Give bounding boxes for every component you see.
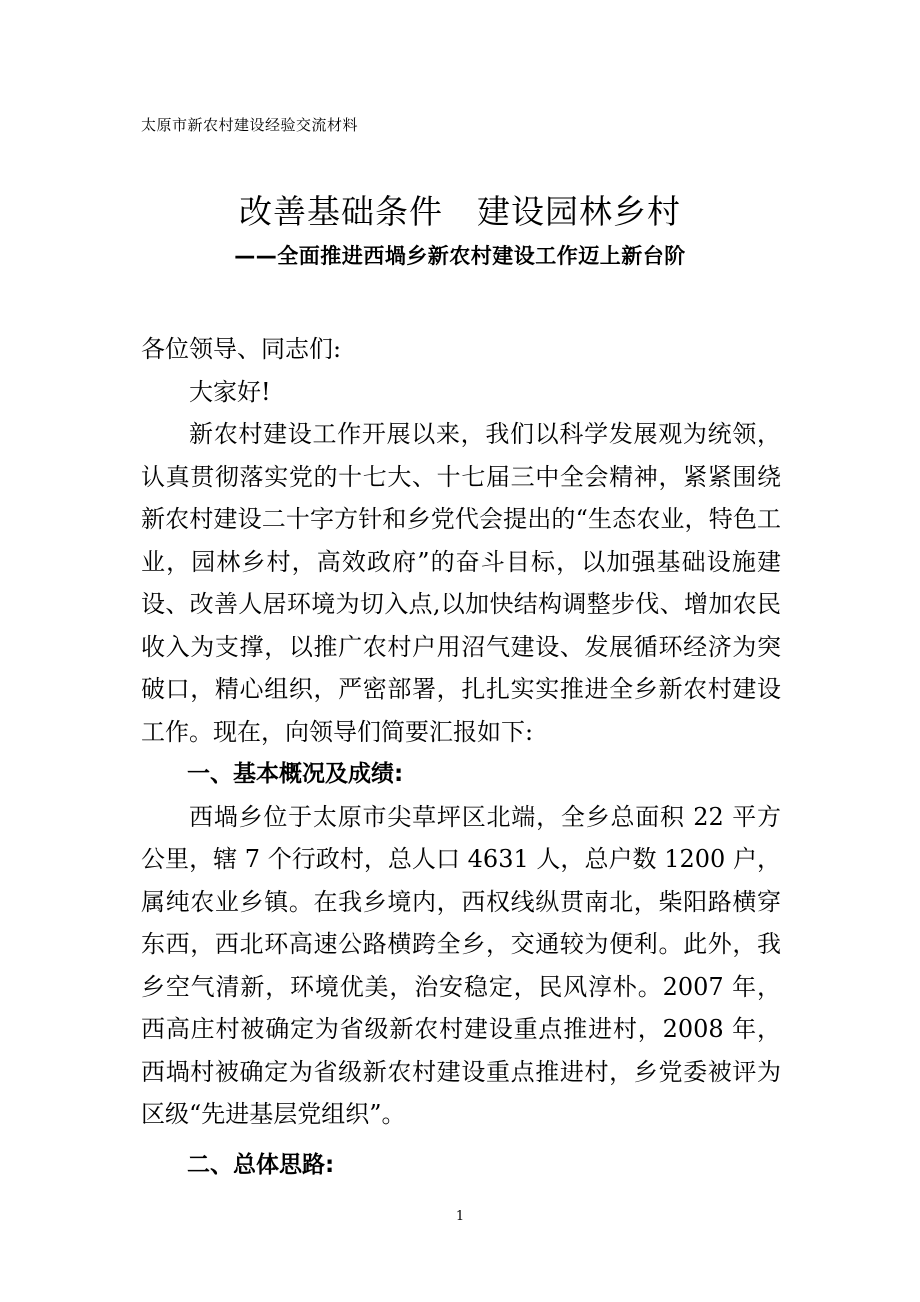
page-number: 1: [455, 1209, 465, 1224]
document-title: 改善基础条件 建设园林乡村: [239, 192, 681, 231]
section-heading-approach: 二、总体思路:: [187, 1151, 335, 1178]
body-paragraph-overview: 西堝乡位于太原市尖草坪区北端，全乡总面积 22 平方公里，辖 7 个行政村，总人口 4631 人，总户数 1200 户，属纯农业乡镇。在我乡境内，西权线纵贯南北，柴阳路横穿东西，西北环高速公路横跨全乡，交通较为便利。此外，我乡空气清新，环境优美，治安稳定，民风淳朴。2007 年，西高庄村被确定为省级新农村建设重点推进村，2008 年，西堝村被确定为省级新农村建设重点推进村，乡党委被评为区级“先进基层党组织”。: [141, 802, 781, 1128]
greeting: 大家好!: [189, 377, 271, 406]
document-header: 太原市新农村建设经验交流材料: [141, 116, 359, 134]
body-paragraph-intro: 新农村建设工作开展以来，我们以科学发展观为统领，认真贯彻落实党的十七大、十七届三中全会精神，紧紧围绕新农村建设二十字方针和乡党代会提出的“生态农业，特色工业，园林乡村，高效政府”的奋斗目标，以加强基础设施建设、改善人居环境为切入点,以加快结构调整步伐、增加农民收入为支撑，以推广农村户用沼气建设、发展循环经济为突破口，精心组织，严密部署，扎扎实实推进全乡新农村建设工作。现在，向领导们简要汇报如下:: [141, 420, 781, 746]
salutation: 各位领导、同志们:: [141, 335, 342, 363]
document-body: [141, 328, 781, 1186]
document-subtitle: ——全面推进西堝乡新农村建设工作迈上新台阶: [234, 244, 686, 268]
section-heading-overview: 一、基本概况及成绩:: [187, 761, 404, 787]
